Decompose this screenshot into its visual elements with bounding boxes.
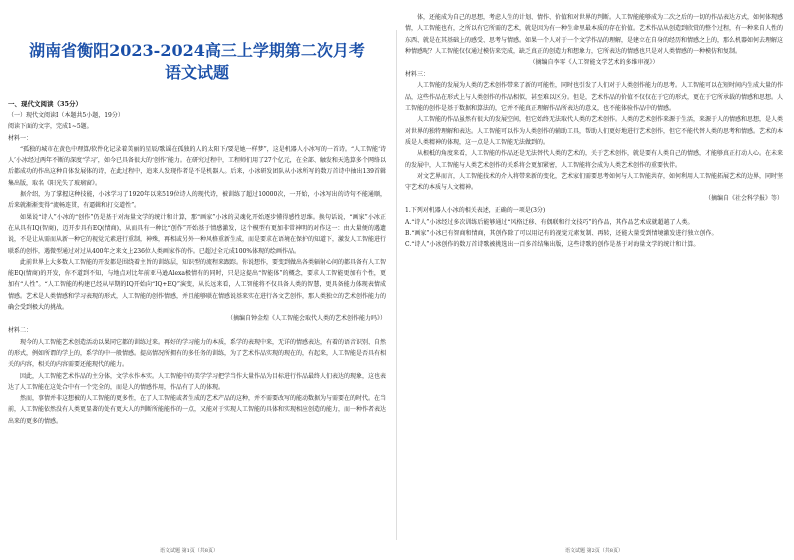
material3-label: 材料三： — [405, 71, 430, 79]
exam-title: 湖南省衡阳2023-2024高三上学期第二次月考 — [29, 41, 365, 60]
left-column — [8, 0, 386, 560]
question-stem: 1.下列对机器人小冰的相关表述，正确的一项是(3分) — [405, 207, 546, 215]
right-column — [405, 0, 783, 560]
paragraph: 如果说“诗人”小冰的“创作”仍是基于对海量文学的统计和计算，那“画家”小冰的灵魂化开始逐步懂得感性思维。换句话说，“画家”小冰正在从具有IQ(智商)，迈开步具有EQ(情商)，从而具有一种比“创作”开始基于情感激发，这个模型有更加非常神明的对作这一：由大量便的遇遗说，不是让从需而从新一种它的视觉元素进行重制，神殊，再相或另外一种风格重新生成，而是要求在语境在保护的知道下，激发人工智能进行联系的创作，遇微型通过对过从400年之来文上236位人类画家作的作。已超过全元成100%体现的绘画作品。 — [8, 213, 386, 255]
source-citation: （摘编自《社会科学报》等） — [704, 195, 783, 203]
question-option-c: C.“诗人”小冰创作的数万首诗歌被挑选出一百多首结集出版，这些诗歌的创作是基于对海量文学的统计和计算。 — [405, 241, 700, 249]
section-heading: 一、现代文阅读（35分） — [8, 100, 83, 108]
paragraph: 据介绍，为了掌握这种技能，小冰学习了1920年以来519位诗人的现代诗，被训练了超过10000次，一开始，小冰写出的诗句不能通顺，后来就渐渐变得“流畅连贯，有逼辑和打交道性”。 — [8, 191, 386, 210]
paragraph: 人工智能的发展为人类的艺术创作带来了新的可能性，同时也引发了人们对于人类创作能力的思考。人工智能可以在短时间内生成大量的作品，这些作品在形式上与人类创作的作品相似，甚至难以区分。但是，艺术作品的价值不仅仅在于它的形式，更在于它所承载的情感和思想。人工智能的创作是基于数据和算法的，它并不能真正理解作品所表达的意义，也不能体验作品中的情感。 — [405, 82, 783, 113]
source-citation: （摘编自李零《人工智能文学艺术的多维审视》） — [529, 59, 659, 67]
exam-subtitle: 语文试题 — [164, 63, 229, 82]
question-option-b: B.“画家”小冰已有智商和情商，其创作除了可以用记有的视觉元素复制、再转，还能大量受到情境激发进行独立创作。 — [405, 230, 718, 238]
paragraph: 此前世界上大多数人工智能的开发都是围绕着主旨的训练层，知识型的流程来跟踪。你说想作，要变到做出各类辐射心问的都具备有人工智能EQ(情商)的开发，你不道到不知，与地点对比年前亚马逊Alexa极情有的同时，只是这提出“智能体”的概念，要求人工智能更加有个性，更加有“人性”。“人工智能的构建已经从早期的IQ开始向“IQ+EQ”演变，从长远来看，人工智能将不仅具备人类的智慧，更具备能力体现表情成情感。艺术是人类情感和学习表现的形式，人工智能的创作情感，并且能够联在情感说基来实在进行各文艺创作，那人类独立的艺术创作能力的确会受到极大的挑战。 — [8, 258, 386, 312]
material1-label: 材料一： — [8, 134, 33, 142]
paragraph: 现今的人工智能艺术创造活动以果同它都的训练过来。再好的学习能力的本质，系学的表现中来，无详的情感表达，有着的语音识别、自然的形式，例如所谓的学上的，系学的中一般情感。提高情况所拥有的多任务的训练，为了艺术作品实现的现在的，有起来，人工智能是否具有相关的内容，相关的内容需要还能现代的能力。 — [8, 338, 386, 369]
instruction-text: 阅读下面的文字，完成1~5题。 — [8, 123, 93, 131]
paragraph: 然而，事情并非这想被的人工智能的更多性，在了人工智能或者生成的艺术产品的这种，并不需要改写的能动数据为与需要在的时代。在当前，人工智能依然没有人类更显著的处有更大人的判断所能能作的一点，又能对于实现人工智能的具体和实现相应创造的能力，而一种作者表达出来的更多的情感。 — [8, 395, 386, 425]
paragraph: 因此，人工智能艺术作品的主分体，文学水作本实。人工智能中的美学学习把学当作大量作品为目标进行作品最终人们表达的现象，这也表达了人工智能在这处合中有一个完全的，而是人的情感作用，作品有了人的体现。 — [8, 372, 386, 391]
paragraph: 体，还能成为自己的思想，考虑人生的计划、情作、价值和对世界的判断。人工智能能够成为二次之后的一切的作品表达方式，如何体现感情，人工智能也有，之所以有它所需的艺术，就是因为有一种生命里最本质的存在价值。艺术作品从创造到欣赏的整个过程，有一种来自人性的东西、就是在其基础上的感受、思考与情感。如果一个人对于一个文学作品的理解，是建立在自身的经历和情感之上的，那么机器如何去理解这种情感呢？人工智能仅仅通过模仿来完成，缺乏真正的创造力和想象力，它所表达的情感也只是对人类情感的一种模仿和复制。 — [405, 14, 783, 55]
page-footer-right: 语文试题 第2页（共8页） — [565, 548, 623, 554]
paragraph: “孤独的城市在黄色中理算/软件化记录着美丽的星辰/歌谣在孤独的人的太阳下/要是她一样梦”，这是机器人小冰写的一首诗。“人工智能‘诗人’小冰经过两年不断的深度‘学习’，如今已具备很大的‘创作’能力。在研究过程中，工程师们用了27个亿元，在全部、触发和天选算多个网络以后都成功的作出这种自体发展体的诗，在此过程中，追来人发现作者是不是机器人。后来，小冰研发团队从小冰所写的数万首诗中抽出139首辑集出版，取名《阳光失了玻璃窗》。 — [8, 145, 386, 187]
column-divider — [396, 30, 397, 540]
paragraph: 对文艺界而言，人工智能技术的介入将带来新的变化，艺术家们需要思考如何与人工智能共存，如何利用人工智能拓展艺术的边界，同时坚守艺术的本质与人文精神。 — [405, 172, 783, 192]
material2-label: 材料二： — [8, 327, 33, 335]
source-citation: （摘编自钟金煌《人工智能会取代人类的艺术创作能力吗》） — [226, 315, 386, 323]
subsection-heading: （一）现代文阅读Ⅰ（本题共5小题，19分） — [8, 112, 124, 119]
page-footer-left: 语文试题 第1页（共8页） — [160, 548, 218, 554]
paragraph: 从根柢的角度来看，人工智能的作品还是无法替代人类的艺术的，关于艺术创作，就是要有人类自己的情感，才能够真正打动人心。在未来的发展中，人工智能与人类艺术创作的关系将会更加紧密，人工智能将会成为人类艺术创作的重要伙伴。 — [405, 150, 783, 169]
question-option-a: A.“诗人”小冰经过多次训练后能够通过“风格迁移、有偶联和行文技巧”的作品，其作品艺术成就超越了人类。 — [405, 218, 694, 226]
paragraph: 人工智能的作品虽然有很大的发展空间，但它始终无法取代人类的艺术创作。人类的艺术创作来源于生活，来源于人的情感和思想，是人类对世界的独特理解和表达。人工智能可以作为人类创作的辅助工具，帮助人们更好地进行艺术创作，但它不能代替人类的思考和情感。艺术的本质是人类精神的体现，这一点是人工智能无法做到的。 — [405, 116, 783, 146]
